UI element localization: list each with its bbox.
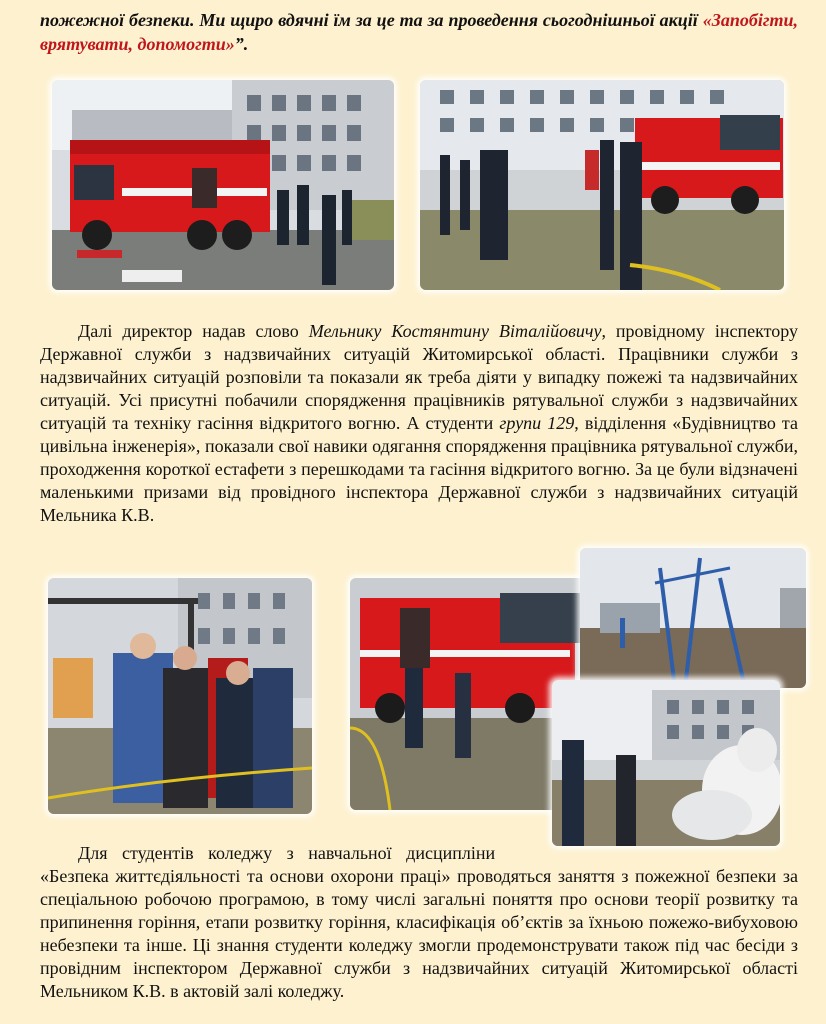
p2-first-line: Для студентів коледжу з навчальної дисципліни xyxy=(78,843,496,863)
photo-fire-truck-1 xyxy=(52,80,394,290)
p1-text-b: , провідному інспектору Державної служби з надзвичайних ситуацій Житомирської області. Працівники служби з надзвичайних ситуацій розповіли та показали як треба діяти у випадку пожежі та надзвичайних ситуацій. Усі присутні побачили спорядження працівників рятувальної служби з надзвичайних ситуацій та техніку гасіння відкритого вогню. А студенти xyxy=(40,321,798,433)
paragraph-safety-course: «Безпека життєдіяльності та основи охорони праці» проводяться заняття з пожежної безпеки за спеціальною робочою програмою, в тому числі загальні поняття про основи теорії розвитку та припинення горіння, етапи розвитку горіння, класифікація об’єктів за їхньою пожежо-вибуховою небезпеки та інше. Ці знання студенти коледжу змогли продемонструвати також під час бесіди з провідним інспектором Державної служби з надзвичайних ситуацій Житомирської області Мельником К.В. в актовій залі коледжу. xyxy=(40,866,798,1001)
paragraph-inspector xyxy=(40,320,798,527)
campaign-name: «Запобігти, врятувати, допомогти» xyxy=(40,10,798,54)
photo-fire-extinguishing xyxy=(552,680,780,846)
intro-end: ”. xyxy=(234,34,249,54)
intro-paragraph xyxy=(40,8,798,56)
intro-text: пожежної безпеки. Ми щиро вдячні їм за це та за проведення сьогоднішньої акції xyxy=(40,10,703,30)
group-number: групи 129 xyxy=(499,413,575,433)
photo-students-gear xyxy=(48,578,312,814)
inspector-name: Мельнику Костянтину Віталійовичу xyxy=(308,321,602,341)
photo-sports-ground xyxy=(580,548,806,688)
p1-text-a: Далі директор надав слово xyxy=(78,321,309,341)
photo-fire-truck-2 xyxy=(420,80,784,290)
p1-text-c: , відділення «Будівництво та цивільна інженерія», показали свої навики одягання спорядження працівника рятувальної служби, проходження короткої естафети з перешкодами та гасіння відкритого вогню. За це були відзначені маленькими призами від провідного інспектора Державної служби з надзвичайних ситуацій Мельника К.В. xyxy=(40,413,799,525)
